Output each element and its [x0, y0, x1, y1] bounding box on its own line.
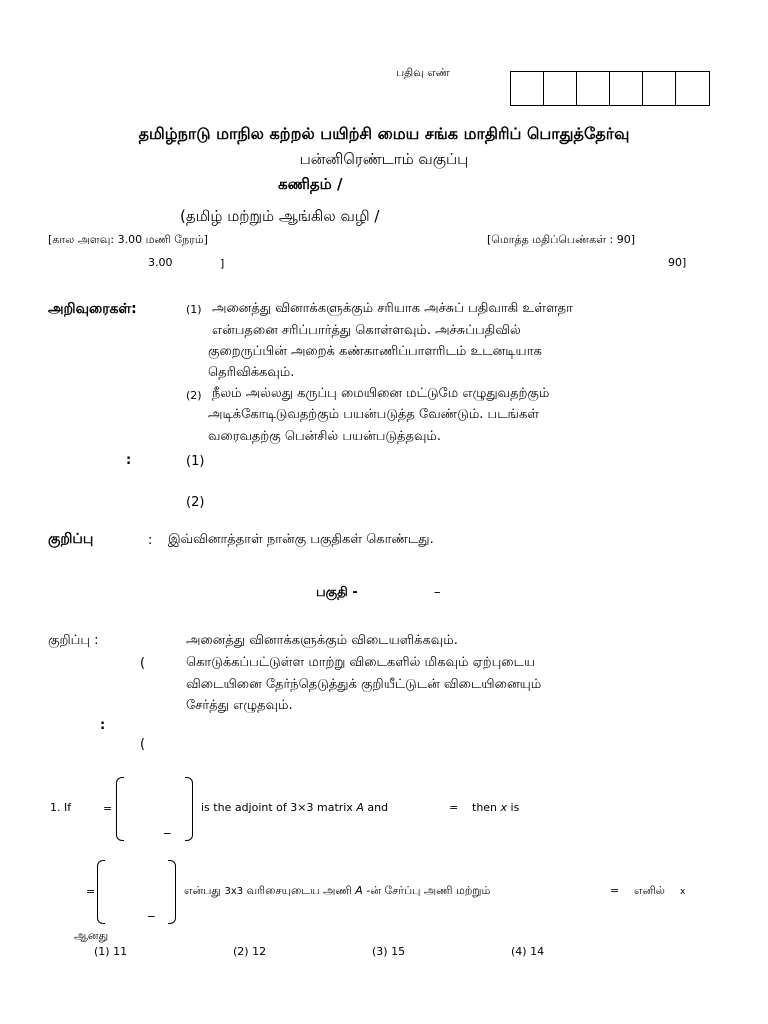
matrix-right-bracket [168, 860, 176, 924]
subject-title: கணிதம் / [278, 175, 343, 193]
reg-number-boxes[interactable] [510, 71, 710, 106]
section-note-paren: ( [140, 737, 146, 752]
option-1: (1) 11 [94, 945, 128, 958]
equals-sign: = [449, 801, 459, 814]
time-allowed: [கால அளவு: 3.00 மணி நேரம்] [48, 233, 208, 246]
question-text-part: then [472, 801, 498, 814]
exam-title: தமிழ்நாடு மாநில கற்றல் பயிற்சி மைய சங்க மாதிரிப் பொதுத்தேர்வு [138, 124, 630, 143]
instruction-en-2-number: (2) [186, 495, 205, 510]
section-note-line: அனைத்து வினாக்களுக்கும் விடையளிக்கவும். [186, 633, 458, 648]
medium-line: (தமிழ் மற்றும் ஆங்கில வழி / [180, 207, 380, 225]
instruction-1-line: என்பதனை சரிப்பார்த்து கொள்ளவும். அச்சுப்பதிவில் [212, 323, 521, 338]
instruction-1-line: தெரிவிக்கவும். [208, 365, 295, 380]
question-text-part: என்பது [184, 884, 221, 897]
instruction-2-line: வரைவதற்கு பென்சில் பயன்படுத்தவும். [208, 429, 442, 444]
section-dash: – [434, 585, 441, 600]
question-text-part: வரிசையுடைய அணி [246, 884, 352, 897]
question-text-part: எனில் [634, 884, 665, 897]
equals-sign: = [103, 802, 113, 815]
question-tail [472, 801, 519, 814]
question-text-part: 3x3 [224, 886, 244, 897]
section-note-paren: ( [140, 656, 146, 671]
section-note-label: குறிப்பு : [48, 633, 99, 648]
equals-sign: = [86, 885, 96, 898]
reg-cell[interactable] [610, 72, 643, 105]
instruction-en-1-number: (1) [186, 454, 205, 469]
matrix-right-bracket [185, 777, 193, 841]
question-text-part: -ன் சேர்ப்பு அணி மற்றும் [366, 884, 491, 897]
question-text [201, 801, 388, 814]
question-text-part: ஆனது [74, 929, 109, 942]
matrix-dash: _ [164, 820, 171, 835]
class-title: பன்னிரெண்டாம் வகுப்பு [299, 150, 469, 168]
section-title: பகுதி - [316, 585, 358, 600]
option-2: (2) 12 [233, 945, 267, 958]
question-text-part: is [510, 801, 520, 814]
instruction-1-number: (1) [186, 303, 202, 316]
instruction-1-line: குறைருப்பின் அறைக் கண்காணிப்பாளரிடம் உடனடியாக [208, 344, 542, 359]
question-number: 1. If [50, 801, 72, 814]
time-allowed-en: 3.00 [148, 256, 173, 269]
total-marks: [மொத்த மதிப்பெண்கள் : 90] [487, 233, 636, 246]
note-text: இவ்வினாத்தாள் நான்கு பகுதிகள் கொண்டது. [168, 532, 434, 547]
option-3: (3) 15 [372, 945, 406, 958]
section-note-line: விடையினை தேர்ந்தெடுத்துக் குறியீட்டுடன் விடையினையும் [186, 677, 542, 692]
note-colon: : [148, 533, 153, 548]
matrix-variable: A [356, 801, 364, 814]
section-note-colon: : [100, 718, 106, 733]
note-label: குறிப்பு [48, 531, 94, 547]
reg-number-label: பதிவு எண் [396, 66, 450, 79]
section-note-line: கொடுக்கப்பட்டுள்ள மாற்று விடைகளில் மிகவும் ஏற்புடைய [186, 655, 536, 670]
reg-cell[interactable] [643, 72, 676, 105]
instruction-2-line: நீலம் அல்லது கருப்பு மையினை மட்டுமே எழுதுவதற்கும் [212, 386, 550, 401]
reg-cell[interactable] [577, 72, 610, 105]
reg-cell[interactable] [511, 72, 544, 105]
matrix-left-bracket [97, 860, 105, 924]
variable-x: x [680, 887, 686, 897]
time-allowed-en-bracket: ] [220, 257, 225, 270]
equals-sign: = [610, 884, 620, 897]
section-note-line: சேர்த்து எழுதவும். [186, 698, 293, 713]
question-text-part: is the adjoint of 3×3 matrix [201, 801, 353, 814]
matrix-left-bracket [116, 777, 124, 841]
instruction-1-line: அனைத்து வினாக்களுக்கும் சரியாக அச்சுப் பதிவாகி உள்ளதா [212, 301, 573, 316]
question-text-part: and [367, 801, 389, 814]
instruction-2-line: அடிக்கோடிடுவதற்கும் பயன்படுத்த வேண்டும். படங்கள் [208, 407, 539, 422]
option-4: (4) 14 [511, 945, 545, 958]
instructions-label: அறிவுரைகள்: [48, 301, 137, 317]
question-tamil-text [184, 884, 490, 899]
reg-cell[interactable] [676, 72, 709, 105]
instruction-2-number: (2) [186, 389, 202, 402]
instructions-en-colon: : [126, 453, 132, 468]
total-marks-en: 90] [668, 256, 687, 269]
matrix-variable: A [355, 884, 363, 897]
variable-x: x [500, 801, 508, 814]
reg-cell[interactable] [544, 72, 577, 105]
matrix-dash: _ [148, 903, 155, 918]
